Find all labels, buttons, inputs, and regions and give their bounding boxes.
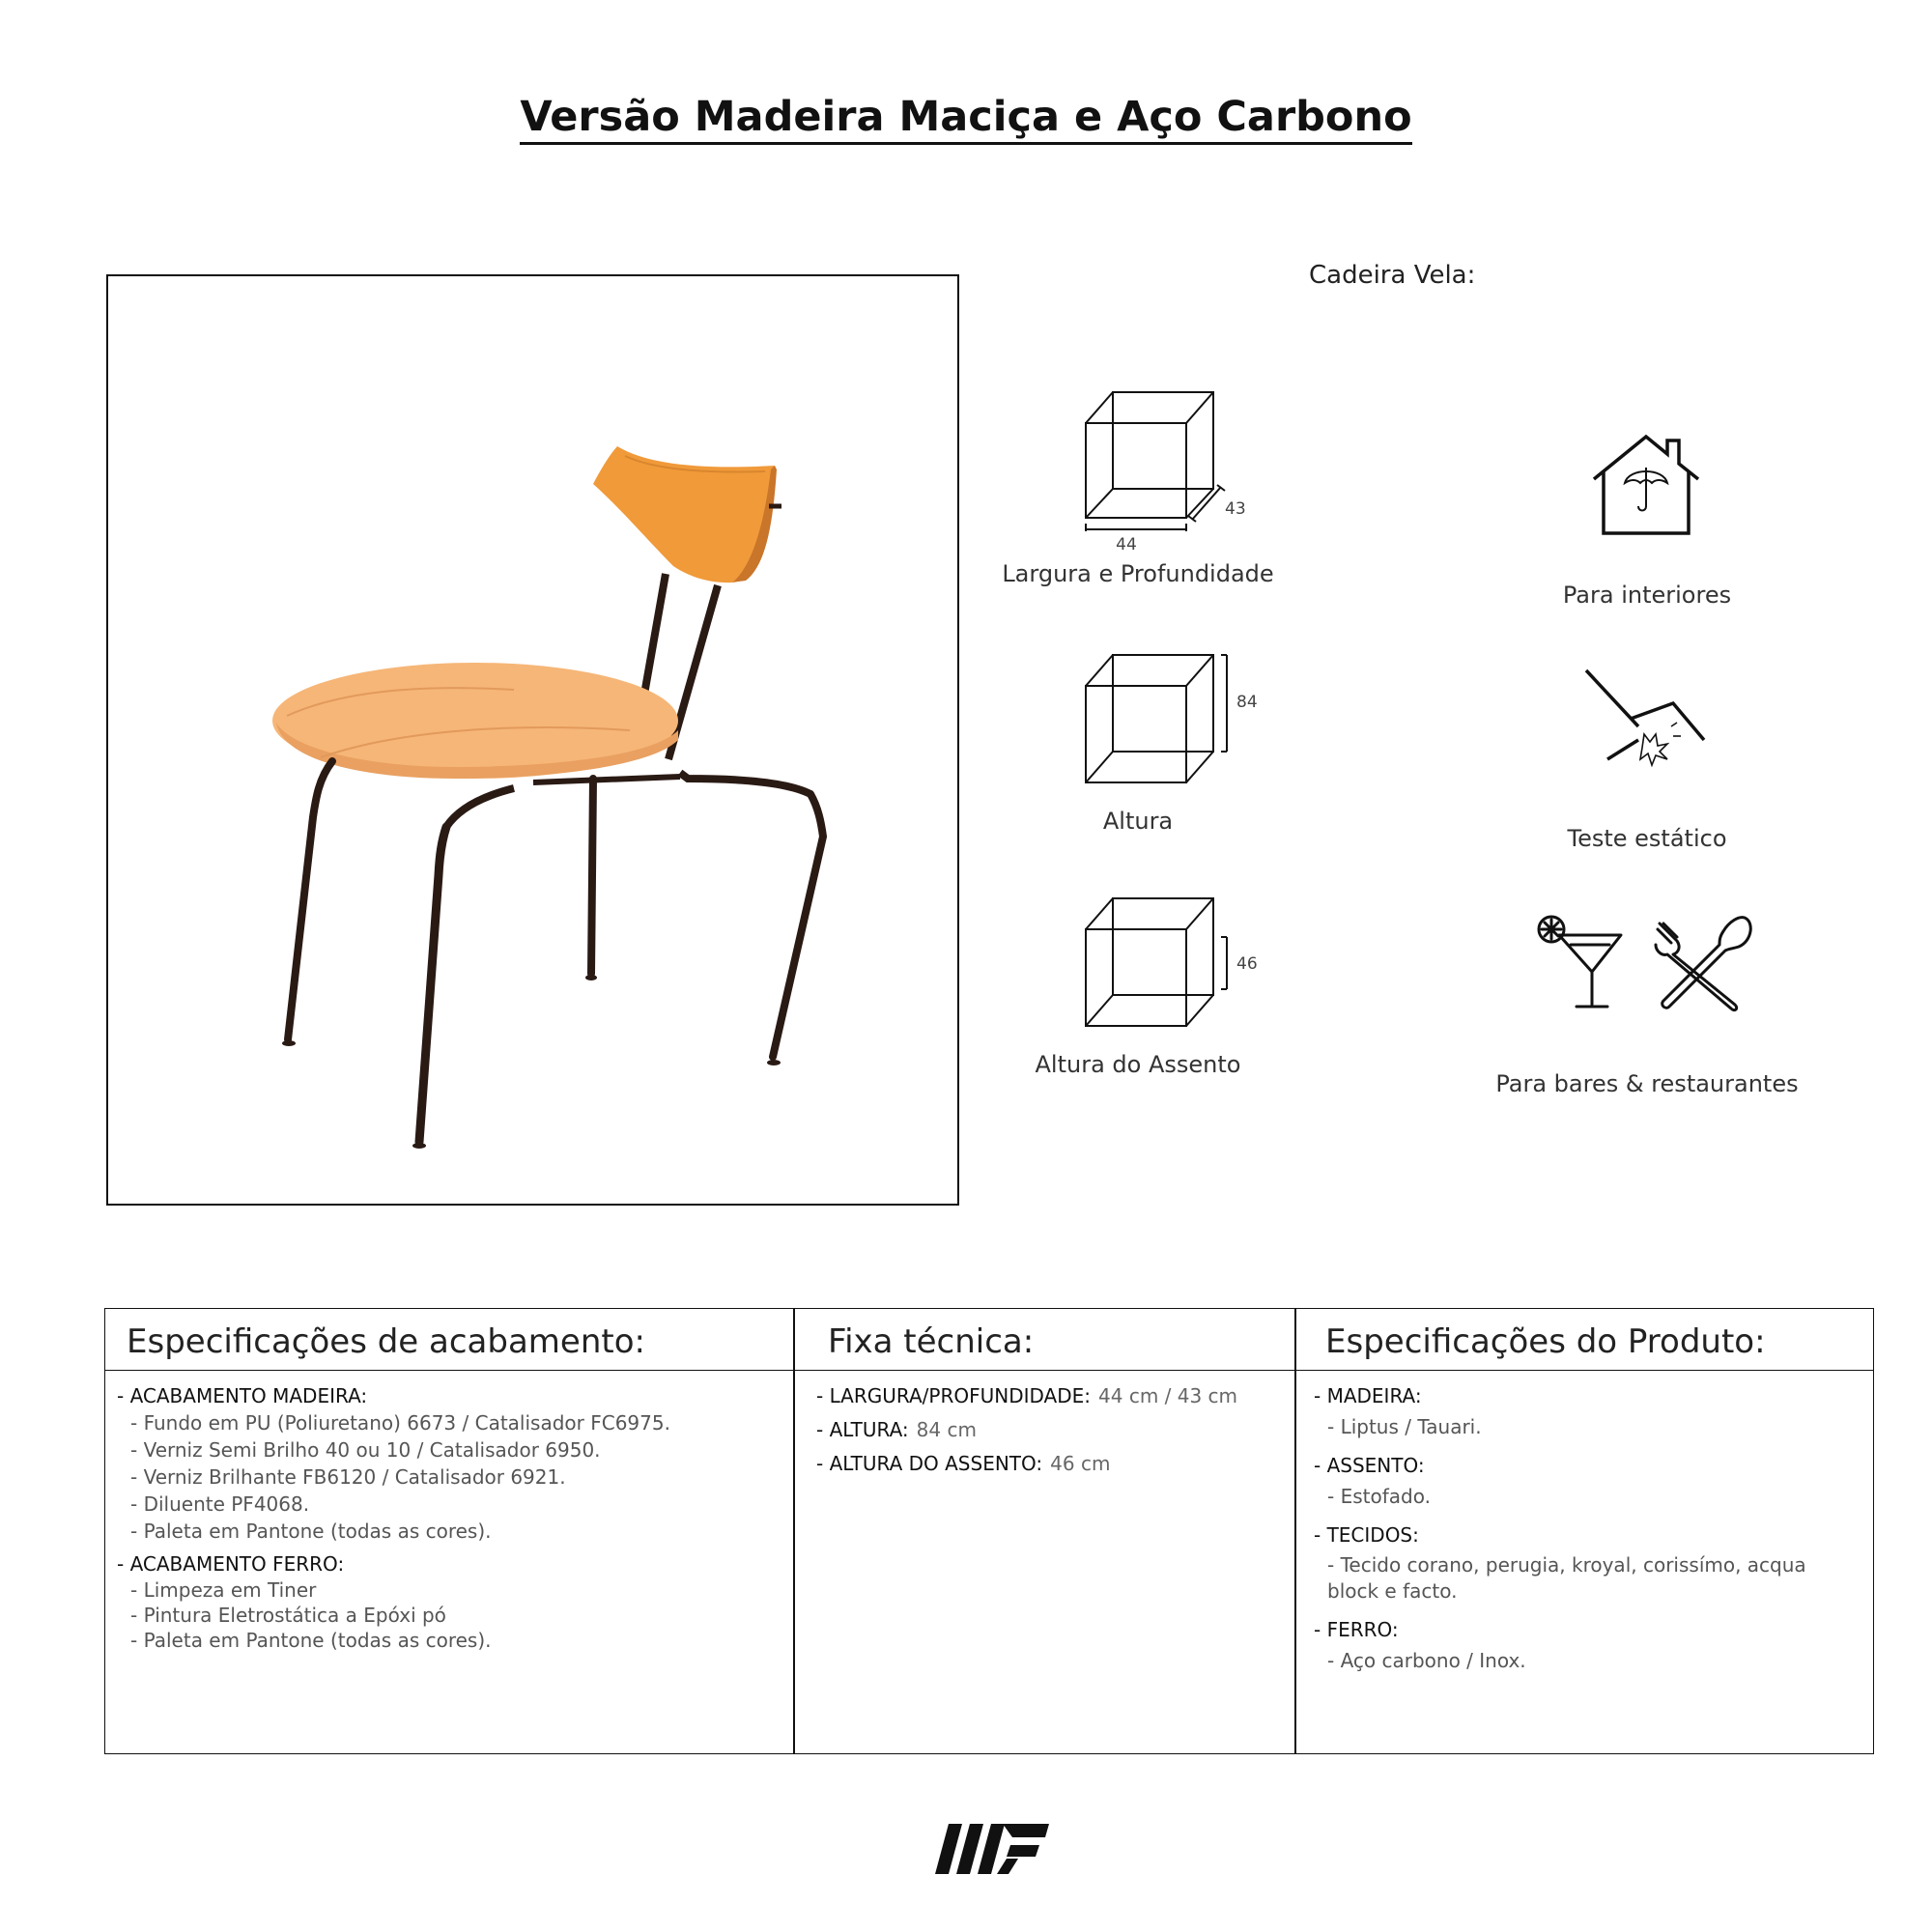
mf-logo-icon [935, 1822, 1049, 1880]
produto-ferro-header: - FERRO: [1314, 1618, 1399, 1641]
list-item: - Diluente PF4068. [130, 1492, 310, 1516]
list-item: - Pintura Eletrostática a Epóxi pó [130, 1604, 446, 1627]
seat-height-label: Altura do Assento [1035, 1051, 1241, 1078]
cocktail-and-cutlery-icon [1536, 912, 1758, 1012]
width-depth-label: Largura e Profundidade [1002, 560, 1274, 587]
spec-row-altura-assento: - ALTURA DO ASSENTO: 46 cm [816, 1452, 1111, 1475]
product-photo [106, 274, 959, 1206]
list-item: - Aço carbono / Inox. [1327, 1649, 1526, 1672]
produto-assento-header: - ASSENTO: [1314, 1454, 1425, 1477]
ficha-tecnica-body [816, 1382, 1285, 1484]
produto-madeira-header: - MADEIRA: [1314, 1384, 1422, 1407]
list-item: - Paleta em Pantone (todas as cores). [130, 1520, 492, 1543]
cube-seat-height-icon [1080, 891, 1273, 1036]
seat-height-value: 46 [1236, 954, 1258, 974]
spec-row-altura: - ALTURA: 84 cm [816, 1418, 977, 1441]
list-item: - Estofado. [1327, 1485, 1431, 1508]
interiores-label: Para interiores [1562, 582, 1732, 609]
list-item: - Verniz Brilhante FB6120 / Catalisador 6921. [130, 1465, 566, 1489]
height-label: Altura [1102, 808, 1174, 835]
width-value: 44 [1116, 535, 1137, 554]
height-value: 84 [1236, 693, 1258, 712]
acabamento-body [117, 1382, 783, 1653]
spec-row-largura: - LARGURA/PROFUNDIDADE: 44 cm / 43 cm [816, 1384, 1238, 1407]
specifications-table [104, 1308, 1874, 1754]
list-item: - Tecido corano, perugia, kroyal, corissímo, acqua block e facto. [1327, 1553, 1806, 1603]
acabamento-ferro-header: - ACABAMENTO FERRO: [117, 1552, 345, 1576]
cube-height-icon [1080, 647, 1273, 792]
produto-column [1296, 1309, 1873, 1753]
ficha-tecnica-column [795, 1309, 1294, 1753]
list-item: - Limpeza em Tiner [130, 1578, 317, 1602]
chair-impact-icon [1580, 667, 1706, 773]
depth-value: 43 [1225, 499, 1246, 519]
list-item: - Liptus / Tauari. [1327, 1415, 1482, 1438]
chair-illustration [108, 276, 957, 1204]
acabamento-column [105, 1309, 793, 1753]
produto-title: Especificações do Produto: [1325, 1322, 1766, 1361]
list-item: - Paleta em Pantone (todas as cores). [130, 1629, 492, 1652]
ficha-tecnica-title: Fixa técnica: [828, 1322, 1035, 1361]
acabamento-title: Especificações de acabamento: [127, 1322, 645, 1361]
teste-estatico-label: Teste estático [1567, 825, 1727, 852]
bares-restaurantes-label: Para bares & restaurantes [1495, 1070, 1799, 1097]
produto-tecidos-header: - TECIDOS: [1314, 1523, 1419, 1547]
produto-body [1314, 1382, 1834, 1674]
list-item: - Fundo em PU (Poliuretano) 6673 / Catalisador FC6975. [130, 1411, 670, 1435]
page-title: Versão Madeira Maciça e Aço Carbono [0, 93, 1932, 141]
acabamento-madeira-header: - ACABAMENTO MADEIRA: [117, 1384, 368, 1407]
product-name: Cadeira Vela: [1309, 261, 1476, 290]
house-umbrella-icon [1590, 433, 1702, 537]
cube-width-depth-icon [1080, 384, 1273, 539]
list-item: - Verniz Semi Brilho 40 ou 10 / Catalisador 6950. [130, 1438, 601, 1462]
